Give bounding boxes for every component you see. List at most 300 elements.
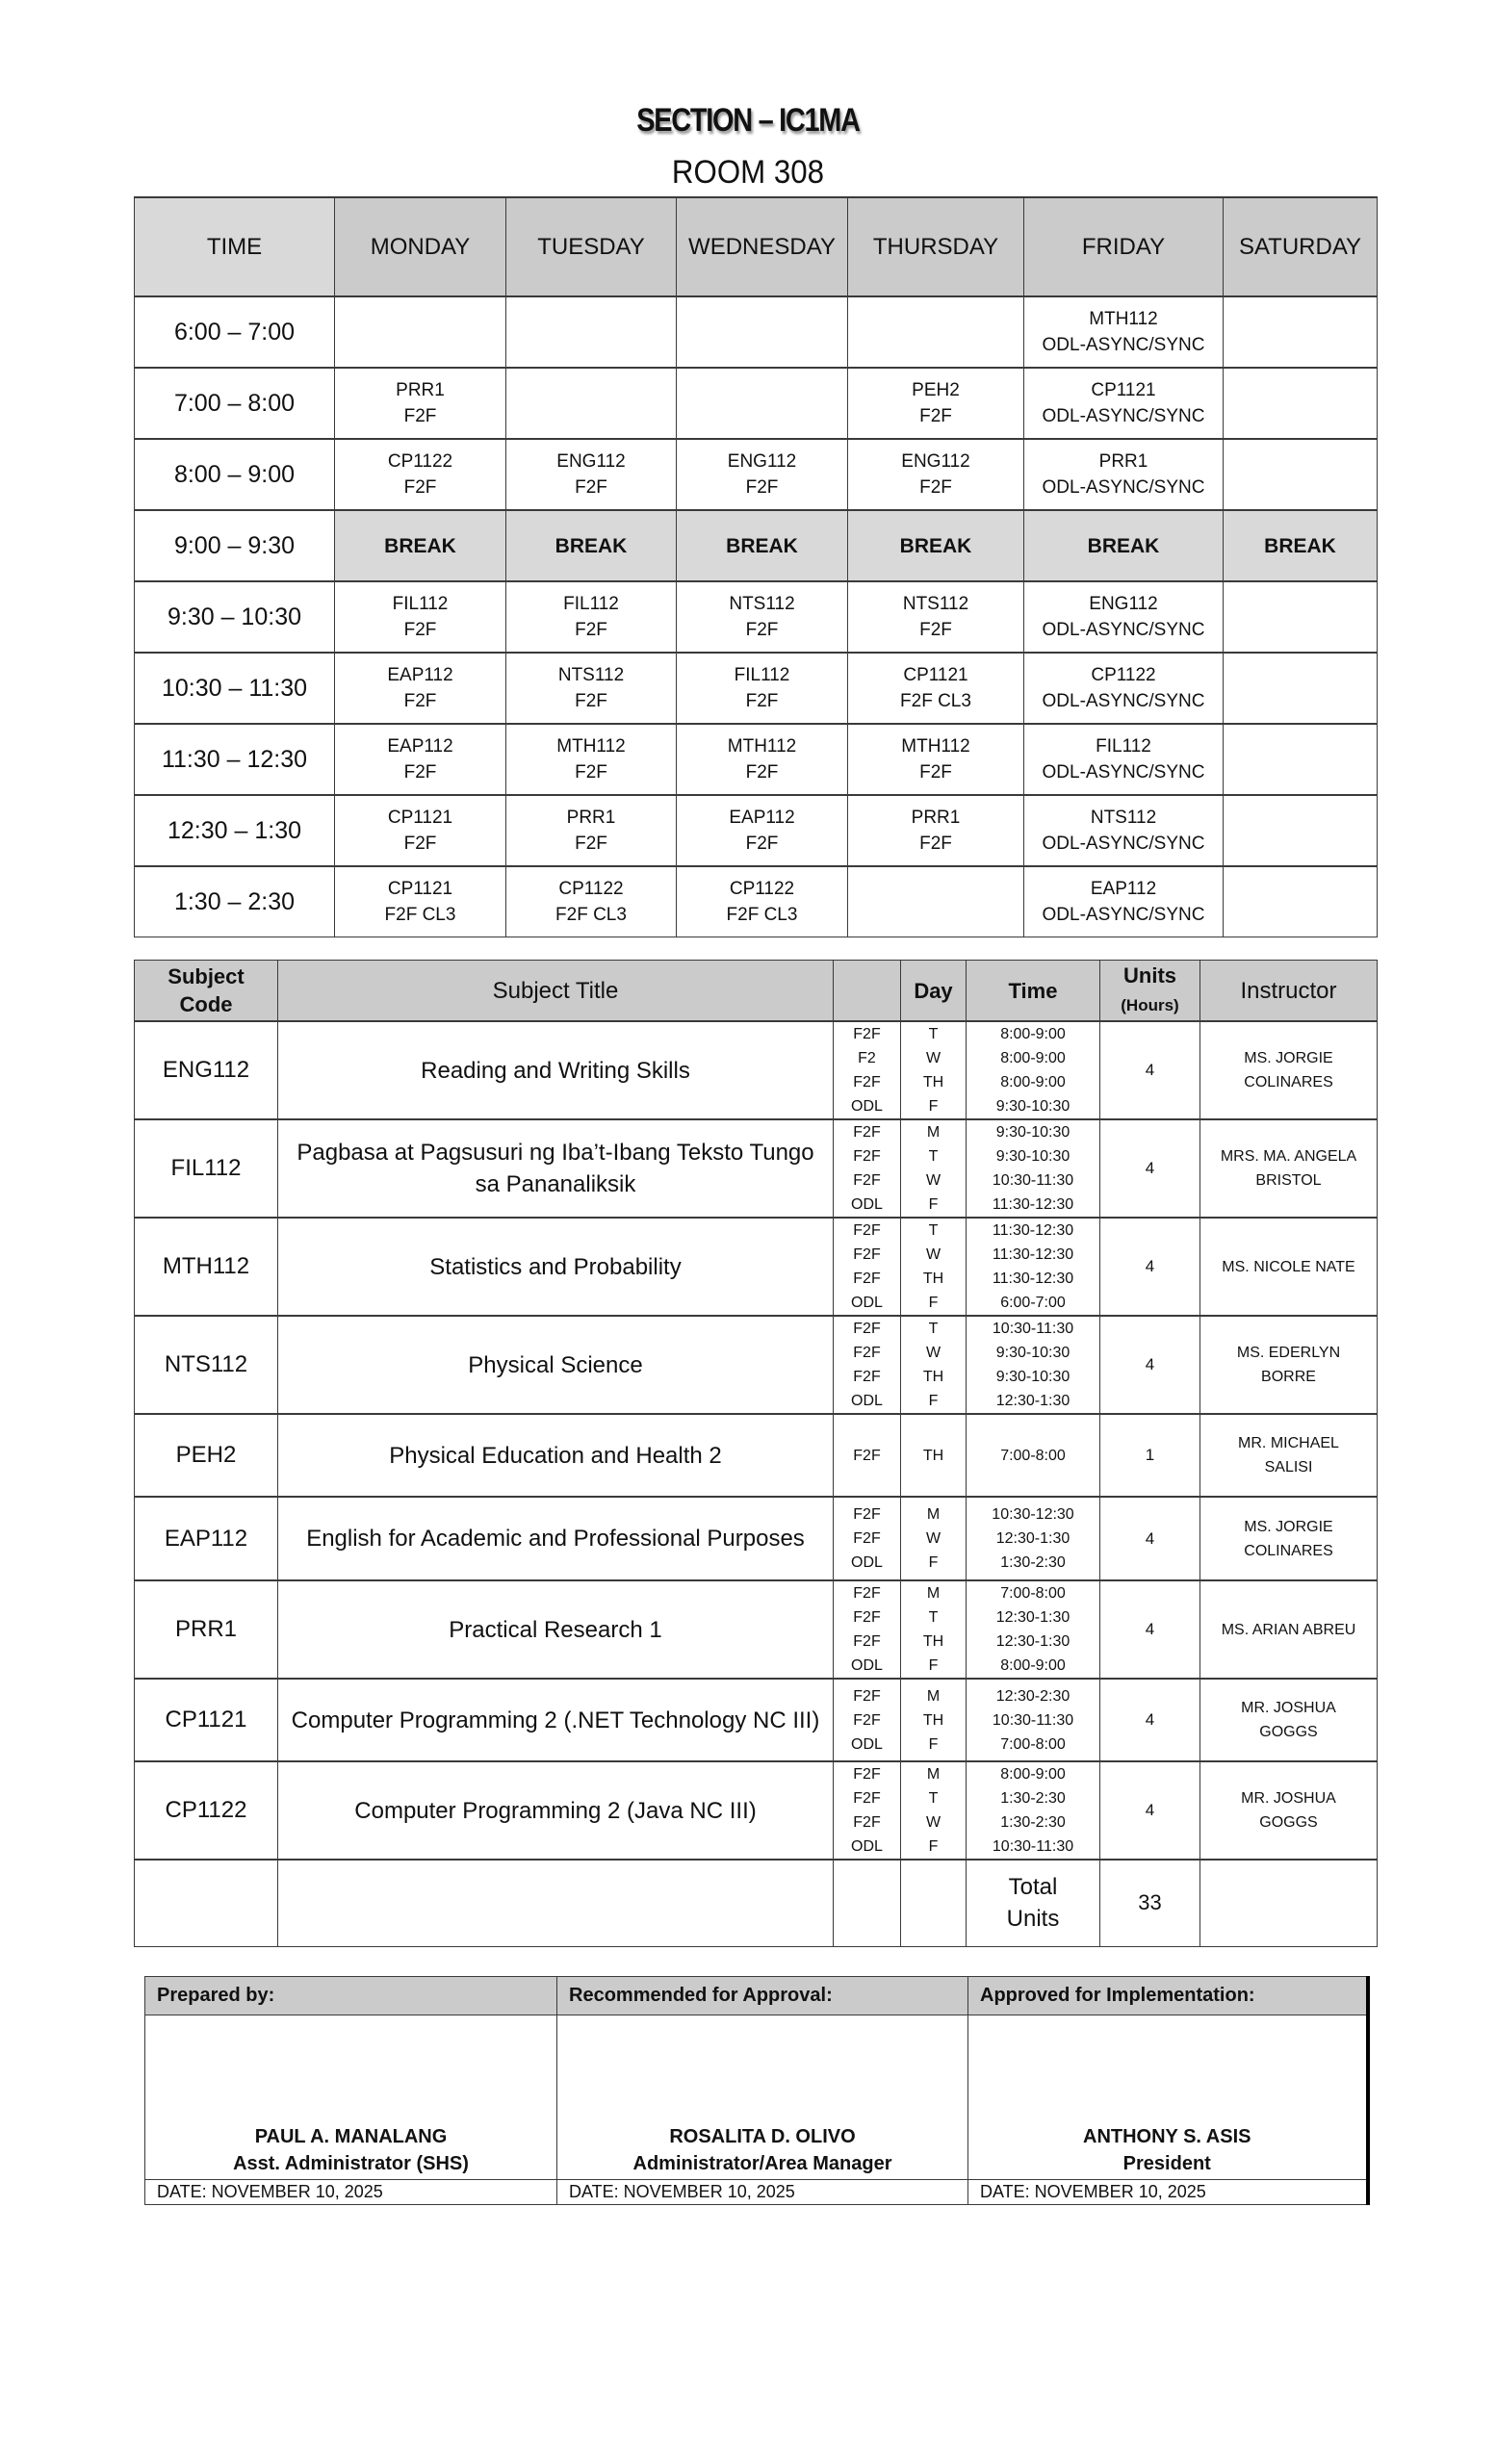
subject-units: 4 [1100, 1679, 1200, 1761]
time-range: 8:00-9:00 [1000, 1766, 1066, 1783]
day-code: T [928, 1148, 939, 1165]
delivery-mode: F2F [853, 1790, 881, 1807]
time-range: 8:00-9:00 [1000, 1050, 1066, 1066]
delivery-mode: ODL [851, 1657, 883, 1674]
class-delivery-mode: ODL-ASYNC/SYNC [1042, 335, 1205, 355]
class-cell-tuesday [506, 724, 677, 795]
instructor-name [1200, 1414, 1378, 1497]
class-delivery-mode: F2F CL3 [726, 905, 798, 925]
subject-units: 4 [1100, 1497, 1200, 1580]
day-code: T [928, 1222, 939, 1239]
column-header-wednesday: WEDNESDAY [677, 197, 848, 296]
subject-code: PRR1 [135, 1580, 278, 1679]
delivery-mode: ODL [851, 1554, 883, 1571]
day-code: F [928, 1393, 939, 1409]
day-list [901, 1119, 967, 1218]
instructor-name-line: SALISI [1264, 1459, 1313, 1476]
delivery-mode: F2F [853, 1447, 881, 1464]
time-slot-label: 9:00 – 9:30 [135, 510, 335, 581]
delivery-mode-list [834, 1414, 901, 1497]
subject-code-header-line1: Subject [168, 964, 245, 988]
class-subject-code: ENG112 [556, 451, 626, 472]
delivery-mode: F2F [853, 1321, 881, 1337]
class-subject-code: MTH112 [901, 736, 970, 757]
instructor-name-line: MS. ARIAN ABREU [1221, 1621, 1356, 1638]
instructor-name-line: GOGGS [1259, 1724, 1318, 1740]
time-range: 11:30-12:30 [992, 1270, 1074, 1287]
signatory-name: ROSALITA D. OLIVO [669, 2126, 856, 2147]
delivery-mode: F2F [853, 1345, 881, 1361]
day-code: W [925, 1172, 941, 1189]
subject-code: EAP112 [135, 1497, 278, 1580]
class-delivery-mode: F2F [403, 834, 437, 854]
subject-units: 4 [1100, 1761, 1200, 1860]
day-list [901, 1761, 967, 1860]
subject-row [135, 1414, 1378, 1497]
day-list [901, 1218, 967, 1316]
delivery-mode-list [834, 1761, 901, 1860]
time-list [967, 1761, 1100, 1860]
instructor-name [1200, 1679, 1378, 1761]
delivery-mode: F2F [853, 1074, 881, 1091]
time-range: 7:00-8:00 [1000, 1735, 1066, 1753]
class-cell-saturday [1224, 581, 1378, 653]
approved-by-heading: Approved for Implementation: [968, 1977, 1368, 2015]
class-subject-code: PEH2 [912, 380, 960, 400]
class-delivery-mode: F2F [403, 762, 437, 783]
delivery-mode: ODL [851, 1098, 883, 1115]
column-header-thursday: THURSDAY [848, 197, 1024, 296]
units-header-line2: (Hours) [1121, 996, 1179, 1014]
instructor-name-line: MR. MICHAEL [1238, 1435, 1339, 1451]
class-cell-saturday [1224, 866, 1378, 937]
subject-row [135, 1021, 1378, 1119]
subject-row [135, 1679, 1378, 1761]
subject-row [135, 1119, 1378, 1218]
time-slot-label: 1:30 – 2:30 [135, 866, 335, 937]
time-slot-label: 9:30 – 10:30 [135, 581, 335, 653]
class-cell-thursday [848, 653, 1024, 724]
class-delivery-mode: F2F [403, 620, 437, 640]
time-range: 10:30-11:30 [992, 1172, 1074, 1189]
schedule-row [135, 368, 1378, 439]
delivery-mode: F2F [853, 1609, 881, 1626]
class-delivery-mode: F2F [575, 620, 607, 640]
class-cell-thursday [848, 368, 1024, 439]
delivery-mode: F2F [853, 1172, 881, 1189]
class-delivery-mode: F2F [919, 477, 952, 498]
break-cell-friday: BREAK [1024, 510, 1224, 581]
signatory-position: President [1122, 2153, 1211, 2174]
class-delivery-mode: ODL-ASYNC/SYNC [1042, 620, 1205, 640]
day-code: M [926, 1124, 941, 1141]
column-header-friday: FRIDAY [1024, 197, 1224, 296]
delivery-mode: ODL [851, 1295, 883, 1311]
day-code: F [928, 1196, 939, 1213]
class-cell-saturday [1224, 296, 1378, 368]
break-cell-tuesday: BREAK [506, 510, 677, 581]
schedule-row [135, 795, 1378, 866]
delivery-mode-list [834, 1497, 901, 1580]
class-cell-thursday [848, 439, 1024, 510]
class-cell-monday [335, 724, 506, 795]
time-range: 10:30-11:30 [992, 1711, 1074, 1729]
class-subject-code: CP1122 [1091, 665, 1156, 685]
day-code: W [925, 1050, 941, 1066]
day-code: M [926, 1585, 941, 1602]
subject-table [134, 960, 1378, 1947]
day-code: T [928, 1790, 939, 1807]
class-subject-code: FIL112 [1096, 736, 1151, 757]
class-delivery-mode: F2F [919, 620, 952, 640]
delivery-mode: ODL [851, 1735, 883, 1753]
class-cell-friday [1024, 795, 1224, 866]
instructor-name [1200, 1021, 1378, 1119]
approved-by-signature-block [968, 2015, 1368, 2180]
delivery-mode: F2F [853, 1506, 881, 1523]
class-cell-monday [335, 653, 506, 724]
delivery-mode: F2F [853, 1585, 881, 1602]
day-code: W [925, 1814, 941, 1831]
subject-units: 4 [1100, 1119, 1200, 1218]
time-range: 9:30-10:30 [995, 1345, 1070, 1361]
class-subject-code: ENG112 [727, 451, 797, 472]
day-code: W [925, 1246, 941, 1263]
class-subject-code: ENG112 [1089, 594, 1158, 614]
class-delivery-mode: F2F [403, 406, 437, 426]
time-list [967, 1021, 1100, 1119]
time-list [967, 1218, 1100, 1316]
subject-title: Physical Education and Health 2 [278, 1414, 834, 1497]
class-cell-monday [335, 581, 506, 653]
schedule-row [135, 581, 1378, 653]
class-subject-code: NTS112 [1090, 808, 1157, 828]
time-range: 11:30-12:30 [992, 1222, 1074, 1239]
subject-row [135, 1580, 1378, 1679]
schedule-body [135, 296, 1378, 937]
day-code: M [926, 1506, 941, 1523]
class-cell-tuesday [506, 653, 677, 724]
instructor-name-line: MS. NICOLE NATE [1222, 1258, 1355, 1275]
total-units-label-line2: Units [1006, 1906, 1060, 1933]
time-slot-label: 8:00 – 9:00 [135, 439, 335, 510]
signature-row [145, 2015, 1368, 2180]
column-header-mode [834, 961, 901, 1022]
day-list [901, 1679, 967, 1761]
class-subject-code: EAP112 [729, 808, 795, 828]
class-subject-code: PRR1 [396, 380, 445, 400]
column-header-subject-title: Subject Title [278, 961, 834, 1022]
recommended-by-heading: Recommended for Approval: [557, 1977, 968, 2015]
schedule-row [135, 296, 1378, 368]
room-label: ROOM 308 [671, 154, 825, 191]
subject-title: English for Academic and Professional Purposes [278, 1497, 834, 1580]
class-cell-tuesday [506, 866, 677, 937]
total-units-row [135, 1860, 1378, 1946]
class-cell-wednesday [677, 368, 848, 439]
instructor-name-line: GOGGS [1259, 1814, 1318, 1831]
time-range: 8:00-9:00 [1000, 1026, 1066, 1042]
time-list [967, 1316, 1100, 1414]
total-empty-cell [901, 1860, 967, 1946]
class-subject-code: MTH112 [556, 736, 626, 757]
time-range: 10:30-11:30 [992, 1838, 1074, 1855]
instructor-name-line: MR. JOSHUA [1241, 1700, 1336, 1716]
delivery-mode: F2F [853, 1369, 881, 1385]
subject-title: Physical Science [278, 1316, 834, 1414]
delivery-mode: F2F [853, 1124, 881, 1141]
delivery-mode: ODL [851, 1393, 883, 1409]
total-empty-cell [1200, 1860, 1378, 1946]
time-list [967, 1414, 1100, 1497]
class-cell-saturday [1224, 724, 1378, 795]
class-delivery-mode: F2F [575, 834, 607, 854]
time-range: 1:30-2:30 [1000, 1814, 1066, 1831]
class-delivery-mode: F2F [745, 477, 779, 498]
class-subject-code: PRR1 [1098, 451, 1148, 472]
day-code: F [928, 1295, 939, 1311]
signatory-name: ANTHONY S. ASIS [1083, 2126, 1251, 2147]
subject-code-header-line2: Code [179, 992, 233, 1016]
class-delivery-mode: ODL-ASYNC/SYNC [1042, 834, 1205, 854]
subject-code: FIL112 [135, 1119, 278, 1218]
subject-units: 4 [1100, 1580, 1200, 1679]
class-subject-code: MTH112 [1089, 309, 1158, 329]
subject-title: Practical Research 1 [278, 1580, 834, 1679]
class-subject-code: MTH112 [727, 736, 797, 757]
day-code: F [928, 1098, 939, 1115]
class-cell-monday [335, 368, 506, 439]
time-range: 11:30-12:30 [992, 1196, 1074, 1213]
delivery-mode: F2F [853, 1633, 881, 1650]
day-code: W [925, 1345, 941, 1361]
total-empty-cell [834, 1860, 901, 1946]
class-cell-wednesday [677, 296, 848, 368]
delivery-mode: F2F [853, 1026, 881, 1042]
class-subject-code: CP1121 [387, 879, 453, 899]
class-delivery-mode: F2F [403, 691, 437, 711]
day-list [901, 1021, 967, 1119]
column-header-time: Time [967, 961, 1100, 1022]
subject-code: ENG112 [135, 1021, 278, 1119]
total-units-label-line1: Total [1008, 1874, 1058, 1901]
subject-header-row [135, 961, 1378, 1022]
instructor-name-line: MS. JORGIE [1244, 1518, 1333, 1535]
subject-code: CP1122 [135, 1761, 278, 1860]
time-range: 12:30-1:30 [995, 1393, 1070, 1409]
class-delivery-mode: F2F [919, 762, 952, 783]
class-subject-code: CP1121 [1091, 380, 1156, 400]
time-list [967, 1497, 1100, 1580]
instructor-name [1200, 1761, 1378, 1860]
subject-row [135, 1497, 1378, 1580]
date-row [145, 2180, 1368, 2205]
subject-title: Reading and Writing Skills [278, 1021, 834, 1119]
time-range: 7:00-8:00 [1000, 1585, 1066, 1602]
time-range: 12:30-2:30 [995, 1687, 1070, 1705]
class-cell-friday [1024, 439, 1224, 510]
delivery-mode: F2F [853, 1687, 881, 1705]
subject-row [135, 1218, 1378, 1316]
weekly-schedule-table [134, 196, 1378, 937]
delivery-mode-list [834, 1021, 901, 1119]
class-delivery-mode: F2F CL3 [555, 905, 627, 925]
subject-body [135, 1021, 1378, 1860]
schedule-row [135, 653, 1378, 724]
subject-units: 4 [1100, 1316, 1200, 1414]
time-list [967, 1679, 1100, 1761]
class-delivery-mode: ODL-ASYNC/SYNC [1042, 905, 1205, 925]
recommended-date: DATE: NOVEMBER 10, 2025 [557, 2180, 968, 2205]
instructor-name-line: BORRE [1261, 1369, 1316, 1385]
schedule-row [135, 510, 1378, 581]
class-subject-code: EAP112 [1090, 879, 1157, 899]
total-empty-cell [135, 1860, 278, 1946]
class-cell-wednesday [677, 581, 848, 653]
class-subject-code: FIL112 [392, 594, 449, 614]
day-code: TH [922, 1447, 944, 1464]
day-list [901, 1497, 967, 1580]
class-delivery-mode: ODL-ASYNC/SYNC [1042, 406, 1205, 426]
day-code: T [928, 1026, 939, 1042]
class-delivery-mode: F2F [745, 620, 779, 640]
instructor-name [1200, 1316, 1378, 1414]
break-cell-saturday: BREAK [1224, 510, 1378, 581]
class-delivery-mode: F2F [919, 834, 952, 854]
class-delivery-mode: F2F [575, 762, 607, 783]
class-subject-code: ENG112 [901, 451, 970, 472]
subject-title: Statistics and Probability [278, 1218, 834, 1316]
delivery-mode: F2F [853, 1766, 881, 1783]
day-code: F [928, 1735, 939, 1753]
time-range: 9:30-10:30 [995, 1124, 1070, 1141]
class-cell-wednesday [677, 795, 848, 866]
schedule-header-row [135, 197, 1378, 296]
delivery-mode-list [834, 1218, 901, 1316]
class-subject-code: EAP112 [387, 736, 453, 757]
column-header-monday: MONDAY [335, 197, 506, 296]
subject-title: Computer Programming 2 (.NET Technology NC III) [278, 1679, 834, 1761]
break-cell-monday: BREAK [335, 510, 506, 581]
day-list [901, 1580, 967, 1679]
class-delivery-mode: F2F [575, 691, 607, 711]
class-cell-wednesday [677, 439, 848, 510]
time-range: 10:30-12:30 [992, 1506, 1074, 1523]
time-slot-label: 7:00 – 8:00 [135, 368, 335, 439]
delivery-mode: F2F [853, 1814, 881, 1831]
approval-table [144, 1976, 1370, 2205]
class-cell-friday [1024, 724, 1224, 795]
class-cell-wednesday [677, 724, 848, 795]
column-header-saturday: SATURDAY [1224, 197, 1378, 296]
delivery-mode: F2F [853, 1711, 881, 1729]
column-header-units [1100, 961, 1200, 1022]
time-range: 7:00-8:00 [1000, 1447, 1066, 1464]
class-cell-monday [335, 866, 506, 937]
class-subject-code: NTS112 [729, 594, 795, 614]
time-range: 9:30-10:30 [995, 1148, 1070, 1165]
time-range: 9:30-10:30 [995, 1098, 1070, 1115]
subject-code: PEH2 [135, 1414, 278, 1497]
approved-date: DATE: NOVEMBER 10, 2025 [968, 2180, 1368, 2205]
subject-units: 1 [1100, 1414, 1200, 1497]
subject-title: Pagbasa at Pagsusuri ng Iba’t-Ibang Teksto Tungo sa Pananaliksik [278, 1119, 834, 1218]
delivery-mode: ODL [851, 1196, 883, 1213]
time-list [967, 1119, 1100, 1218]
class-delivery-mode: ODL-ASYNC/SYNC [1042, 477, 1205, 498]
class-delivery-mode: F2F [745, 834, 779, 854]
time-range: 8:00-9:00 [1000, 1074, 1066, 1091]
day-code: TH [922, 1074, 944, 1091]
day-code: TH [922, 1270, 944, 1287]
day-code: M [926, 1766, 941, 1783]
class-cell-tuesday [506, 795, 677, 866]
instructor-name-line: BRISTOL [1255, 1172, 1322, 1189]
break-cell-wednesday: BREAK [677, 510, 848, 581]
class-cell-thursday [848, 795, 1024, 866]
class-delivery-mode: F2F [403, 477, 437, 498]
total-empty-cell [278, 1860, 834, 1946]
delivery-mode-list [834, 1316, 901, 1414]
subject-row [135, 1761, 1378, 1860]
class-cell-thursday [848, 866, 1024, 937]
subject-units: 4 [1100, 1021, 1200, 1119]
time-range: 12:30-1:30 [995, 1609, 1070, 1626]
class-cell-saturday [1224, 439, 1378, 510]
class-delivery-mode: ODL-ASYNC/SYNC [1042, 691, 1205, 711]
class-subject-code: PRR1 [566, 808, 616, 828]
total-units-label [967, 1860, 1100, 1946]
instructor-name-line: MRS. MA. ANGELA [1220, 1148, 1357, 1165]
delivery-mode: ODL [851, 1838, 883, 1855]
class-cell-wednesday [677, 866, 848, 937]
day-code: T [928, 1321, 939, 1337]
time-range: 11:30-12:30 [992, 1246, 1074, 1263]
signatory-name: PAUL A. MANALANG [254, 2126, 448, 2147]
day-code: F [928, 1657, 939, 1674]
prepared-by-signature-block [145, 2015, 557, 2180]
prepared-date: DATE: NOVEMBER 10, 2025 [145, 2180, 557, 2205]
time-range: 12:30-1:30 [995, 1633, 1070, 1650]
instructor-name-line: MR. JOSHUA [1241, 1790, 1336, 1807]
class-delivery-mode: F2F [575, 477, 607, 498]
class-subject-code: CP1122 [558, 879, 624, 899]
break-cell-thursday: BREAK [848, 510, 1024, 581]
signatory-position: Administrator/Area Manager [632, 2153, 892, 2174]
delivery-mode: F2F [853, 1270, 881, 1287]
approval-header-row [145, 1977, 1368, 2015]
column-header-time: TIME [135, 197, 335, 296]
instructor-name-line: MS. EDERLYN [1236, 1345, 1341, 1361]
class-cell-monday [335, 439, 506, 510]
day-code: TH [922, 1711, 944, 1729]
column-header-instructor: Instructor [1200, 961, 1378, 1022]
day-code: F [928, 1838, 939, 1855]
time-range: 1:30-2:30 [1000, 1790, 1066, 1807]
time-slot-label: 12:30 – 1:30 [135, 795, 335, 866]
time-slot-label: 10:30 – 11:30 [135, 653, 335, 724]
class-subject-code: CP1122 [729, 879, 795, 899]
instructor-name-line: COLINARES [1244, 1074, 1333, 1091]
time-slot-label: 11:30 – 12:30 [135, 724, 335, 795]
instructor-name [1200, 1119, 1378, 1218]
schedule-row [135, 866, 1378, 937]
class-cell-saturday [1224, 368, 1378, 439]
instructor-name [1200, 1218, 1378, 1316]
schedule-row [135, 724, 1378, 795]
class-cell-tuesday [506, 368, 677, 439]
total-units-value: 33 [1100, 1860, 1200, 1946]
